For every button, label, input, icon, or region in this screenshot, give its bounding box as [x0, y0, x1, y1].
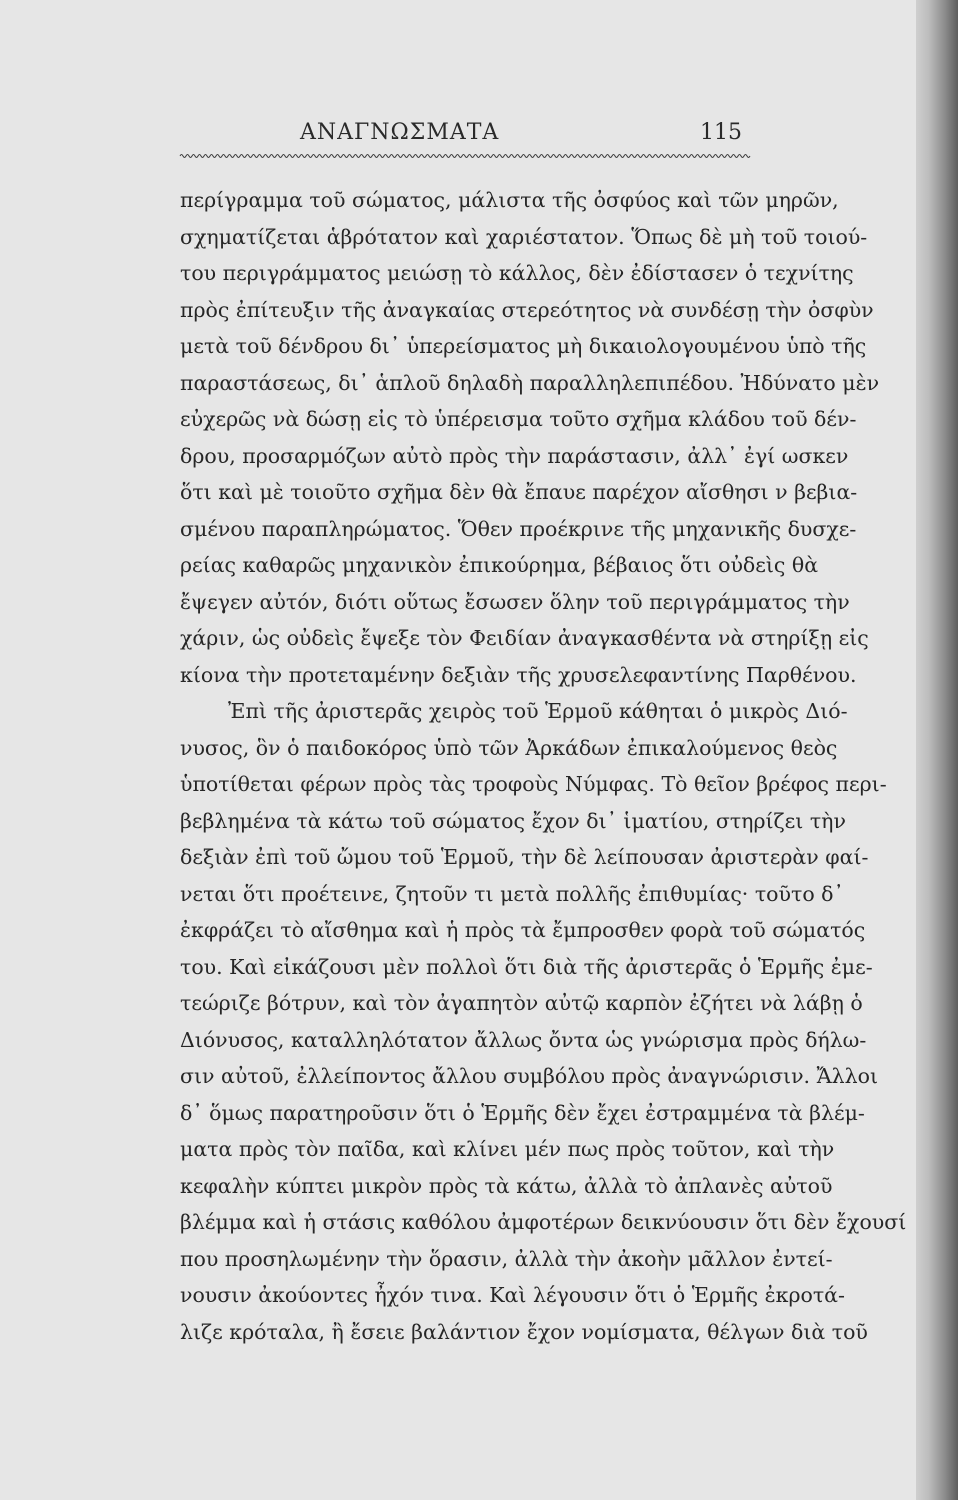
text-line: δεξιὰν ἐπὶ τοῦ ὤμου τοῦ Ἑρμοῦ, τὴν δὲ λείπουσαν ἀριστερὰν φαί- — [180, 845, 869, 869]
text-line: περίγραμμα τοῦ σώματος, μάλιστα τῆς ὀσφύος καὶ τῶν μηρῶν, — [180, 188, 839, 212]
text-line: νουσιν ἀκούοντες ἦχόν τινα. Καὶ λέγουσιν ὅτι ὁ Ἑρμῆς ἐκροτά- — [180, 1283, 845, 1307]
text-line: σιν αὐτοῦ, ἐλλείποντος ἄλλου συμβόλου πρὸς ἀναγνώρισιν. Ἄλλοι — [180, 1064, 879, 1088]
text-line: νεται ὅτι προέτεινε, ζητοῦν τι μετὰ πολλῆς ἐπιθυμίας· τοῦτο δ᾽ — [180, 881, 844, 906]
text-line: ματα πρὸς τὸν παῖδα, καὶ κλίνει μέν πως πρὸς τοῦτον, καὶ τὴν — [180, 1137, 835, 1161]
text-line: εὐχερῶς νὰ δώσῃ εἰς τὸ ὑπέρεισμα τοῦτο σχῆμα κλάδου τοῦ δέν- — [180, 407, 857, 431]
text-line: χάριν, ὡς οὐδεὶς ἔψεξε τὸν Φειδίαν ἀναγκασθέντα νὰ στηρίξῃ εἰς — [180, 626, 869, 650]
text-line: δρου, προσαρμόζων αὐτὸ πρὸς τὴν παράστασιν, ἀλλ᾽ ἐγί ωσκεν — [180, 443, 849, 468]
text-line: νυσος, ὃν ὁ παιδοκόρος ὑπὸ τῶν Ἀρκάδων ἐπικαλούμενος θεὸς — [180, 735, 838, 760]
text-line: σμένου παραπληρώματος. Ὅθεν προέκρινε τῆς μηχανικῆς δυσχε- — [180, 516, 857, 541]
text-line: μετὰ τοῦ δένδρου δι᾽ ὑπερείσματος μὴ δικαιολογουμένου ὑπὸ τῆς — [180, 334, 867, 358]
text-line: τεώριζε βότρυν, καὶ τὸν ἀγαπητὸν αὐτῷ καρπὸν ἐζήτει νὰ λάβῃ ὁ — [180, 991, 863, 1015]
text-line: βλέμμα καὶ ἡ στάσις καθόλου ἀμφοτέρων δεικνύουσιν ὅτι δὲν ἔχουσί — [180, 1210, 907, 1234]
page-number: 115 — [700, 120, 742, 145]
text-line: ὑποτίθεται φέρων πρὸς τὰς τροφοὺς Νύμφας. Τὸ θεῖον βρέφος περι- — [180, 772, 887, 796]
text-line: που προσηλωμένην τὴν ὅρασιν, ἀλλὰ τὴν ἀκοὴν μᾶλλον ἐντεί- — [180, 1246, 833, 1271]
text-line: παραστάσεως, δι᾽ ἁπλοῦ δηλαδὴ παραλληλεπιπέδου. Ἠδύνατο μὲν — [180, 370, 880, 395]
text-line: πρὸς ἐπίτευξιν τῆς ἀναγκαίας στερεότητος νὰ συνδέσῃ τὴν ὀσφὺν — [180, 297, 874, 322]
text-line: σχηματίζεται ἁβρότατον καὶ χαριέστατον. Ὅπως δὲ μὴ τοῦ τοιού- — [180, 224, 868, 249]
text-line: βεβλημένα τὰ κάτω τοῦ σώματος ἔχον δι᾽ ἱματίου, στηρίζει τὴν — [180, 808, 846, 833]
text-line: ἔψεγεν αὐτόν, διότι οὕτως ἔσωσεν ὅλην τοῦ περιγράμματος τὴν — [180, 589, 850, 614]
text-line: ὅτι καὶ μὲ τοιοῦτο σχῆμα δὲν θὰ ἔπαυε παρέχον αἴσθησι ν βεβια- — [180, 480, 858, 504]
text-line: ρείας καθαρῶς μηχανικὸν ἐπικούρημα, βέβαιος ὅτι οὐδεὶς θὰ — [180, 553, 819, 577]
body-text — [180, 182, 907, 1350]
text-line: του. Καὶ εἰκάζουσι μὲν πολλοὶ ὅτι διὰ τῆς ἀριστερᾶς ὁ Ἑρμῆς ἐμε- — [180, 954, 873, 979]
page-edge-shadow — [916, 0, 958, 1500]
text-line: λιζε κρόταλα, ἢ ἔσειε βαλάντιον ἔχον νομίσματα, θέλγων διὰ τοῦ — [180, 1319, 868, 1344]
text-line: δ᾽ ὅμως παρατηροῦσιν ὅτι ὁ Ἑρμῆς δὲν ἔχει ἐστραμμένα τὰ βλέμ- — [180, 1100, 865, 1125]
text-line: Διόνυσος, καταλληλότατον ἄλλως ὄντα ὡς γνώρισμα πρὸς δήλω- — [180, 1027, 867, 1052]
text-line: ἐκφράζει τὸ αἴσθημα καὶ ἡ πρὸς τὰ ἔμπροσθεν φορὰ τοῦ σώματός — [180, 918, 866, 942]
header-wavy-rule — [180, 153, 750, 159]
text-line: του περιγράμματος μειώσῃ τὸ κάλλος, δὲν ἐδίστασεν ὁ τεχνίτης — [180, 261, 854, 285]
running-title: ΑΝΑΓΝΩΣΜΑΤΑ — [300, 120, 500, 145]
text-line: κεφαλὴν κύπτει μικρὸν πρὸς τὰ κάτω, ἀλλὰ τὸ ἀπλανὲς αὐτοῦ — [180, 1173, 833, 1198]
paragraph-start-line: Ἐπὶ τῆς ἀριστερᾶς χειρὸς τοῦ Ἑρμοῦ κάθηται ὁ μικρὸς Διό- — [228, 699, 848, 723]
text-line: κίονα τὴν προτεταμένην δεξιὰν τῆς χρυσελεφαντίνης Παρθένου. — [180, 662, 857, 687]
